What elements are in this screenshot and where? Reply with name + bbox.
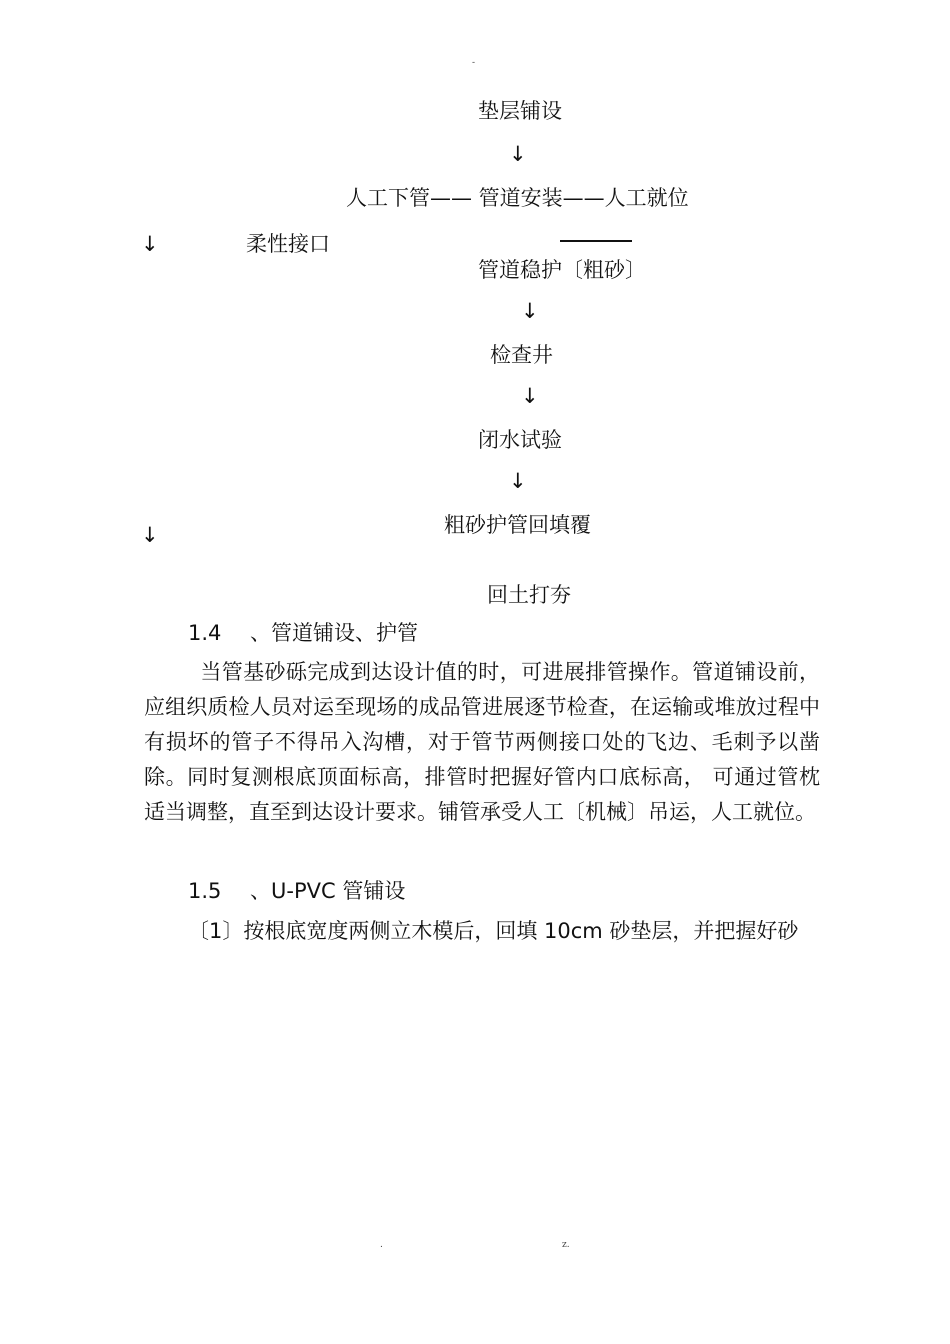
section-title: 、管道铺设、护管 bbox=[250, 621, 418, 645]
flow-arrow: ↓ bbox=[509, 469, 527, 493]
flow-arrow: ↓ bbox=[509, 142, 527, 166]
flow-step-inspection-well: 检查井 bbox=[490, 343, 553, 367]
paragraph-text: 当管基砂砾完成到达设计值的时，可进展排管操作。管道铺设前，应组织质检人员对运至现场的成品管进展逐节检查，在运输或堆放过程中有损坏的管子不得吊入沟槽，对于管节两侧接口处的飞边、毛刺予以凿除。同时复测根底顶面标高，排管时把握好管内口底标高， 可通过管枕适当调整，直至到达设计要求。铺管承受人工〔机械〕吊运，人工就位。 bbox=[144, 660, 820, 824]
body-paragraph bbox=[144, 655, 820, 830]
footer-right-mark: z. bbox=[562, 1240, 570, 1250]
flow-step-water-test: 闭水试验 bbox=[478, 428, 562, 452]
flow-side-arrow: ↓ bbox=[141, 523, 159, 547]
section-title: 、U-PVC 管铺设 bbox=[250, 879, 406, 903]
footer-left-mark: . bbox=[380, 1240, 383, 1250]
flow-arrow: ↓ bbox=[521, 384, 539, 408]
flow-step-stabilize: 管道稳护〔粗砂〕 bbox=[478, 258, 646, 282]
flow-step-pipe-install: 人工下管—— 管道安装——人工就位 bbox=[346, 186, 689, 210]
section-number: 1.4 bbox=[188, 621, 222, 645]
flow-side-arrow: ↓ bbox=[141, 232, 159, 256]
flow-side-label: 柔性接口 bbox=[246, 232, 330, 256]
header-mark: - bbox=[472, 58, 476, 68]
flow-connector-line bbox=[560, 240, 632, 242]
flow-step-compaction: 回土打夯 bbox=[487, 583, 571, 607]
flow-step-backfill: 粗砂护管回填覆 bbox=[444, 513, 591, 537]
flow-step-cushion: 垫层铺设 bbox=[478, 99, 562, 123]
list-item: 〔1〕按根底宽度两侧立木模后，回填 10cm 砂垫层，并把握好砂 bbox=[188, 919, 799, 943]
flow-arrow: ↓ bbox=[521, 299, 539, 323]
section-number: 1.5 bbox=[188, 879, 222, 903]
